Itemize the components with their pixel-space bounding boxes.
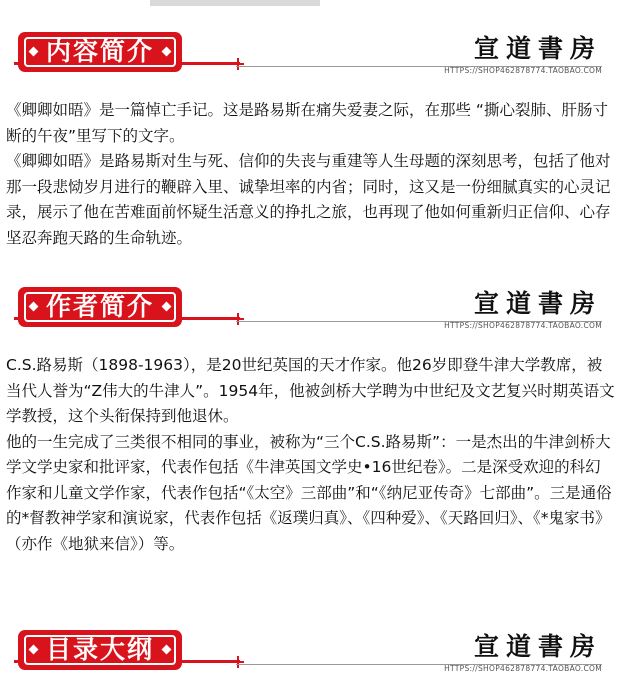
brand-block [422, 34, 602, 75]
header-tab [18, 630, 182, 670]
header-tab [18, 32, 182, 72]
diamond-icon [162, 47, 172, 57]
brand-url: HTTPS://SHOP462878774.TAOBAO.COM [444, 664, 602, 673]
section-title: 目录大纲 [45, 635, 154, 664]
paragraph: 《卿卿如晤》是一篇悼亡手记。这是路易斯在痛失爱妻之际，在那些 “撕心裂肺、肝肠寸断的午夜”里写下的文字。 [6, 101, 608, 145]
brand-name: 宣道書房 [473, 632, 602, 661]
plus-icon [232, 313, 244, 325]
diamond-icon [162, 645, 172, 655]
section-header-intro [0, 32, 620, 92]
brand-url: HTTPS://SHOP462878774.TAOBAO.COM [444, 66, 602, 75]
brand-block [422, 632, 602, 673]
top-decor-bar [150, 0, 320, 6]
plus-icon [232, 656, 244, 668]
brand-block [422, 289, 602, 330]
brand-url: HTTPS://SHOP462878774.TAOBAO.COM [444, 321, 602, 330]
section-header-author [0, 287, 620, 347]
diamond-icon [29, 47, 39, 57]
paragraph: C.S.路易斯（1898-1963），是20世纪英国的天才作家。他26岁即登牛津大学教席，被当代人誉为“Z伟大的牛津人”。1954年，他被剑桥大学聘为中世纪及文艺复兴时期英语文学教授，这个头衔保持到他退休。 [6, 356, 615, 425]
section-title: 内容简介 [45, 37, 154, 66]
header-tab [18, 287, 182, 327]
section-title: 作者简介 [45, 292, 154, 321]
intro-content [6, 98, 616, 251]
paragraph: 他的一生完成了三类很不相同的事业，被称为“三个C.S.路易斯”：一是杰出的牛津剑桥大学文学史家和批评家，代表作包括《牛津英国文学史•16世纪卷》。二是深受欢迎的科幻作家和儿童文学作家，代表作包括“《太空》三部曲”和“《纳尼亚传奇》七部曲”。三是通俗的*督教神学家和演说家，代表作包括《返璞归真》、《四种爱》、《天路回归》、《*鬼家书》（亦作《地狱来信》）等。 [6, 432, 612, 553]
paragraph: 《卿卿如晤》是路易斯对生与死、信仰的失丧与重建等人生母题的深刻思考，包括了他对那一段悲恸岁月进行的鞭辟入里、诚挚坦率的内省；同时，这又是一份细腻真实的心灵记录，展示了他在苦难面前怀疑生活意义的挣扎之旅，也再现了他如何重新归正信仰、心存坚忍奔跑天路的生命轨迹。 [6, 152, 611, 247]
section-header-toc [0, 630, 620, 690]
author-content [6, 353, 616, 557]
brand-name: 宣道書房 [473, 34, 602, 63]
diamond-icon [162, 302, 172, 312]
plus-icon [232, 58, 244, 70]
diamond-icon [29, 645, 39, 655]
diamond-icon [29, 302, 39, 312]
brand-name: 宣道書房 [473, 289, 602, 318]
